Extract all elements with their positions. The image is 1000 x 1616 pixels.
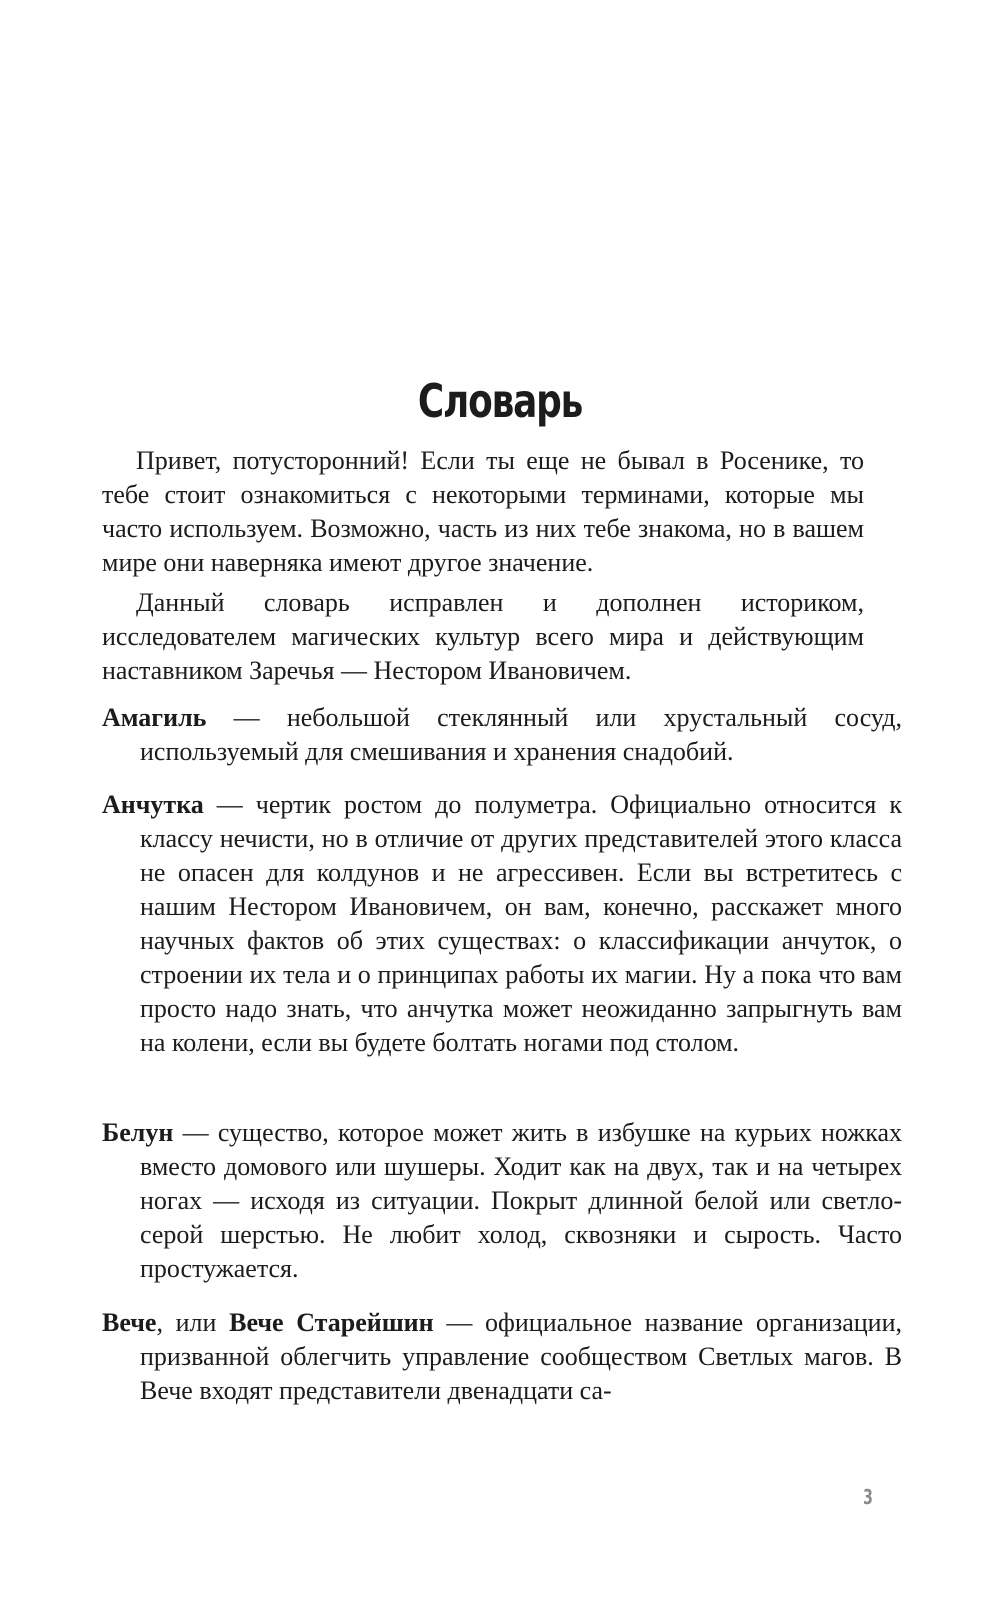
glossary-definition: — официальное название организации, призванной облегчить управление сообществом Светлых магов. В Вече входят представители двенадцати са- bbox=[140, 1308, 902, 1405]
glossary-entry-veche bbox=[102, 1306, 902, 1408]
glossary-entry-belun bbox=[102, 1116, 902, 1286]
page-number: 3 bbox=[863, 1485, 873, 1509]
glossary-term: Белун bbox=[102, 1118, 174, 1147]
intro-paragraph-2: Данный словарь исправлен и дополнен историком, исследователем магических культур всего мира и действующим наставником Заречья — Нестором Ивановичем. bbox=[102, 588, 864, 685]
glossary-definition: — небольшой стеклянный или хрустальный сосуд, используемый для смешивания и хранения снадобий. bbox=[140, 703, 902, 766]
intro-section bbox=[102, 444, 864, 694]
glossary-term: Анчутка bbox=[102, 790, 204, 819]
glossary-definition: — существо, которое может жить в избушке на курьих ножках вместо домового или шушеры. Ходит как на двух, так и на четырех ногах — исходя из ситуации. Покрыт длинной белой или светло-серой шерстью. Не любит холод, сквозняки и сырость. Часто простужается. bbox=[140, 1118, 902, 1283]
glossary-term: Вече bbox=[102, 1308, 157, 1337]
glossary-definition: — чертик ростом до полуметра. Официально относится к классу нечисти, но в отличие от других представителей этого класса не опасен для колдунов и не агрессивен. Если вы встретитесь с нашим Нестором Ивановичем, он вам, конечно, расскажет много научных фактов об этих существах: о классификации анчуток, о строении их тела и о принципах работы их магии. Ну а пока что вам просто надо знать, что анчутка может неожиданно запрыгнуть вам на колени, если вы будете болтать ногами под столом. bbox=[140, 790, 902, 1057]
intro-paragraph-1: Привет, потусторонний! Если ты еще не бывал в Росенике, то тебе стоит ознакомиться с некоторыми терминами, которые мы часто используем. Возможно, часть из них тебе знакома, но в вашем мире они наверняка имеют другое значение. bbox=[102, 446, 864, 577]
glossary-entry-anchutka bbox=[102, 788, 902, 1060]
glossary-entry-amagil bbox=[102, 701, 902, 769]
glossary-term: Амагиль bbox=[102, 703, 207, 732]
page-title: Словарь bbox=[417, 374, 583, 428]
glossary-term-alt: Вече Старейшин bbox=[229, 1308, 434, 1337]
glossary-connector: , или bbox=[156, 1308, 230, 1337]
